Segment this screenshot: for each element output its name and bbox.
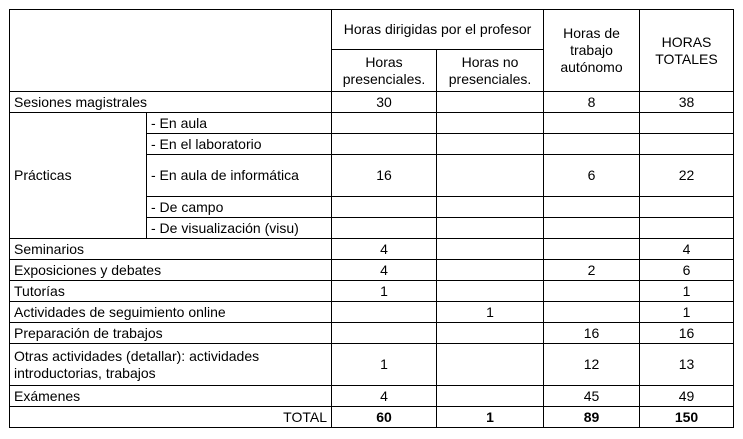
total-presenciales: 60 <box>332 407 437 428</box>
cell-no-presenciales <box>437 155 544 197</box>
cell-autonomo <box>544 218 640 239</box>
cell-presenciales <box>332 302 437 323</box>
total-label: TOTAL <box>10 407 332 428</box>
row-examenes <box>10 386 734 407</box>
cell-presenciales: 4 <box>332 386 437 407</box>
row-sublabel: - En el laboratorio <box>147 134 332 155</box>
cell-presenciales <box>332 197 437 218</box>
row-sublabel: - De campo <box>147 197 332 218</box>
row-sublabel: - En aula de informática <box>147 155 332 197</box>
header-horas-dirigidas: Horas dirigidas por el profesor <box>332 10 544 50</box>
cell-autonomo: 8 <box>544 92 640 113</box>
cell-presenciales: 30 <box>332 92 437 113</box>
row-seguimiento-online <box>10 302 734 323</box>
cell-presenciales: 1 <box>332 344 437 386</box>
row-sublabel: - De visualización (visu) <box>147 218 332 239</box>
cell-autonomo <box>544 239 640 260</box>
cell-no-presenciales <box>437 134 544 155</box>
cell-autonomo <box>544 302 640 323</box>
row-label: Exámenes <box>10 386 332 407</box>
cell-no-presenciales <box>437 260 544 281</box>
cell-presenciales <box>332 113 437 134</box>
header-horas-no-presenciales: Horas no presenciales. <box>437 50 544 92</box>
cell-autonomo <box>544 134 640 155</box>
row-sesiones-magistrales <box>10 92 734 113</box>
cell-totales <box>640 218 734 239</box>
row-label: Actividades de seguimiento online <box>10 302 332 323</box>
total-no-presenciales: 1 <box>437 407 544 428</box>
cell-no-presenciales <box>437 344 544 386</box>
cell-totales: 38 <box>640 92 734 113</box>
cell-totales: 1 <box>640 302 734 323</box>
cell-totales: 6 <box>640 260 734 281</box>
cell-autonomo <box>544 197 640 218</box>
row-label: Exposiciones y debates <box>10 260 332 281</box>
total-totales: 150 <box>640 407 734 428</box>
cell-autonomo <box>544 281 640 302</box>
cell-no-presenciales <box>437 218 544 239</box>
row-label: Seminarios <box>10 239 332 260</box>
cell-autonomo: 2 <box>544 260 640 281</box>
cell-totales <box>640 113 734 134</box>
row-total <box>10 407 734 428</box>
cell-presenciales: 4 <box>332 239 437 260</box>
cell-no-presenciales <box>437 323 544 344</box>
header-horas-totales: HORAS TOTALES <box>640 10 734 92</box>
cell-autonomo: 6 <box>544 155 640 197</box>
cell-autonomo: 12 <box>544 344 640 386</box>
cell-presenciales <box>332 323 437 344</box>
row-label: Otras actividades (detallar): actividades introductorias, trabajos <box>10 344 332 386</box>
header-row <box>10 10 734 50</box>
cell-totales: 1 <box>640 281 734 302</box>
cell-autonomo <box>544 113 640 134</box>
row-label: Preparación de trabajos <box>10 323 332 344</box>
cell-no-presenciales <box>437 239 544 260</box>
cell-no-presenciales <box>437 386 544 407</box>
hours-table <box>9 9 734 428</box>
cell-presenciales <box>332 134 437 155</box>
row-preparacion-trabajos <box>10 323 734 344</box>
cell-presenciales: 16 <box>332 155 437 197</box>
cell-autonomo: 16 <box>544 323 640 344</box>
cell-totales <box>640 134 734 155</box>
cell-no-presenciales: 1 <box>437 302 544 323</box>
total-autonomo: 89 <box>544 407 640 428</box>
cell-totales <box>640 197 734 218</box>
cell-no-presenciales <box>437 113 544 134</box>
cell-totales: 4 <box>640 239 734 260</box>
row-label-practicas: Prácticas <box>10 113 147 239</box>
cell-totales: 22 <box>640 155 734 197</box>
row-label: Sesiones magistrales <box>10 92 332 113</box>
row-otras-actividades <box>10 344 734 386</box>
row-label: Tutorías <box>10 281 332 302</box>
cell-no-presenciales <box>437 92 544 113</box>
cell-totales: 16 <box>640 323 734 344</box>
row-sublabel: - En aula <box>147 113 332 134</box>
header-empty-cell <box>10 10 332 92</box>
cell-no-presenciales <box>437 197 544 218</box>
cell-autonomo: 45 <box>544 386 640 407</box>
header-horas-autonomo: Horas de trabajo autónomo <box>544 10 640 92</box>
cell-totales: 49 <box>640 386 734 407</box>
cell-no-presenciales <box>437 281 544 302</box>
cell-totales: 13 <box>640 344 734 386</box>
row-seminarios <box>10 239 734 260</box>
header-horas-presenciales: Horas presenciales. <box>332 50 437 92</box>
cell-presenciales: 1 <box>332 281 437 302</box>
cell-presenciales: 4 <box>332 260 437 281</box>
row-practicas-aula <box>10 113 734 134</box>
cell-presenciales <box>332 218 437 239</box>
row-exposiciones <box>10 260 734 281</box>
row-tutorias <box>10 281 734 302</box>
